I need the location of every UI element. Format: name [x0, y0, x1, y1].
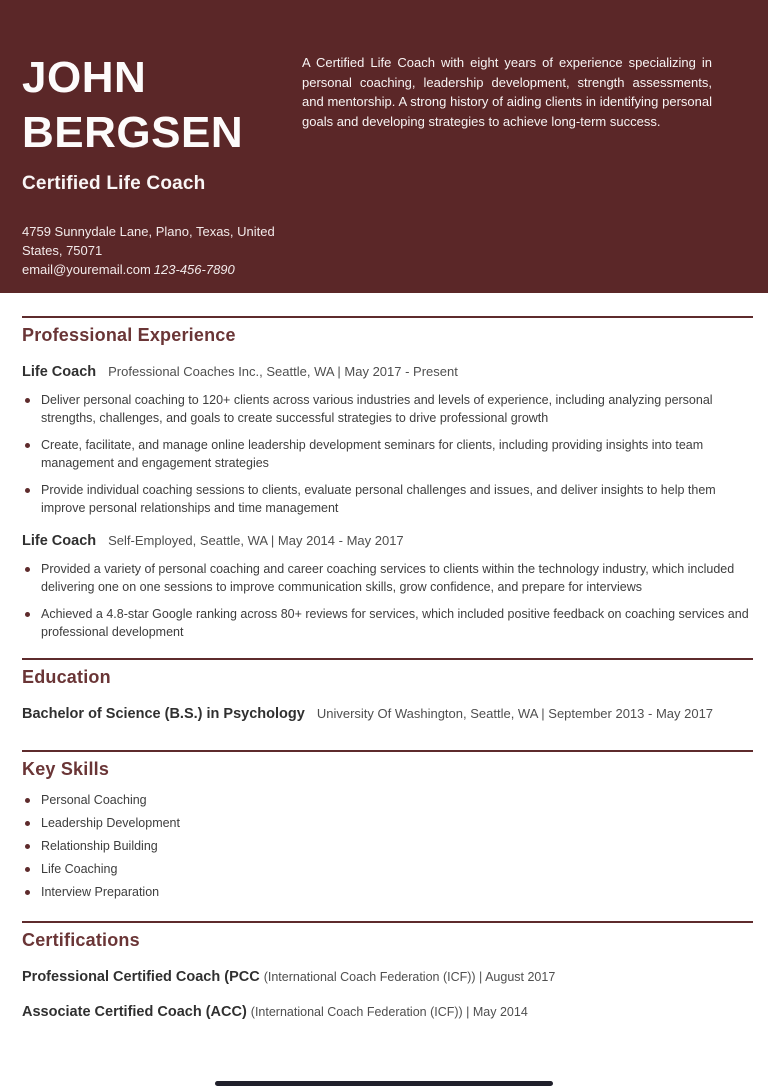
skills-list	[22, 794, 753, 899]
profile-summary: A Certified Life Coach with eight years of experience specializing in personal coaching, leadership development, strength assessments, and mentorship. A strong history of aiding clients in identifying personal goals and developing strategies to achieve long-term success.	[302, 55, 712, 129]
skill-item: Interview Preparation	[22, 886, 753, 899]
contact-block	[22, 222, 302, 279]
bullet-item: Provided a variety of personal coaching and career coaching services to clients within the technology industry, which included delivering one on one sessions to improve communication skills, grow confidence, and prepare for interviews	[22, 561, 753, 596]
section-heading-education: Education	[22, 667, 111, 687]
job-meta: Professional Coaches Inc., Seattle, WA | May 2017 - Present	[108, 364, 458, 379]
section-divider	[22, 658, 753, 660]
section-education	[22, 658, 753, 723]
header-job-title: Certified Life Coach	[22, 173, 206, 194]
job-header	[22, 532, 753, 550]
contact-line	[22, 260, 302, 279]
home-indicator-bar[interactable]	[215, 1081, 553, 1086]
section-divider	[22, 921, 753, 923]
skill-item: Leadership Development	[22, 817, 753, 830]
header-right-column	[302, 50, 712, 293]
job-meta: Self-Employed, Seattle, WA | May 2014 - May 2017	[108, 533, 404, 548]
bullet-item: Deliver personal coaching to 120+ clients across various industries and levels of experience, including analyzing personal strengths, challenges, and goals to create successful strategies to drive professional growth	[22, 392, 753, 427]
section-heading-skills: Key Skills	[22, 759, 110, 779]
bullet-item: Create, facilitate, and manage online leadership development seminars for clients, including providing insights into team management and engagement strategies	[22, 437, 753, 472]
section-certifications	[22, 921, 753, 1021]
section-experience	[22, 316, 753, 641]
address-line-1: 4759 Sunnydale Lane, Plano, Texas, United	[22, 224, 275, 239]
section-divider	[22, 316, 753, 318]
resume-body	[0, 316, 768, 1021]
job-header	[22, 363, 753, 381]
bullet-item: Achieved a 4.8-star Google ranking across 80+ reviews for services, which included positive feedback on coaching services and professional development	[22, 606, 753, 641]
job-title: Life Coach	[22, 364, 97, 380]
degree-meta: University Of Washington, Seattle, WA | September 2013 - May 2017	[316, 706, 714, 721]
section-divider	[22, 750, 753, 752]
job-entry-1	[22, 363, 753, 517]
certification-meta: (International Coach Federation (ICF)) | May 2014	[250, 1005, 528, 1019]
skill-item: Personal Coaching	[22, 794, 753, 807]
phone-text: 123-456-7890	[153, 262, 235, 277]
section-heading-certifications: Certifications	[22, 930, 140, 950]
section-heading-experience: Professional Experience	[22, 325, 236, 345]
certification-name: Associate Certified Coach (ACC)	[22, 1004, 247, 1020]
job-entry-2	[22, 532, 753, 641]
resume-header	[0, 0, 768, 293]
education-entry	[22, 705, 753, 723]
certification-meta: (International Coach Federation (ICF)) | August 2017	[263, 970, 556, 984]
job-bullet-list	[22, 392, 753, 517]
email-text: email@youremail.com	[22, 262, 151, 277]
degree-name: Bachelor of Science (B.S.) in Psychology	[22, 706, 305, 722]
job-title: Life Coach	[22, 533, 97, 549]
job-bullet-list	[22, 561, 753, 641]
bullet-item: Provide individual coaching sessions to clients, evaluate personal challenges and issues, and deliver insights to help them improve personal relationships and time management	[22, 482, 753, 517]
skill-item: Relationship Building	[22, 840, 753, 853]
certification-entry-1	[22, 968, 753, 986]
certification-entry-2	[22, 1003, 753, 1021]
certification-name: Professional Certified Coach (PCC	[22, 969, 260, 985]
header-left-column	[22, 50, 302, 293]
section-key-skills	[22, 750, 753, 899]
skill-item: Life Coaching	[22, 863, 753, 876]
last-name: BERGSEN	[22, 108, 244, 157]
address-line-2: States, 75071	[22, 243, 103, 258]
first-name: JOHN	[22, 53, 147, 102]
